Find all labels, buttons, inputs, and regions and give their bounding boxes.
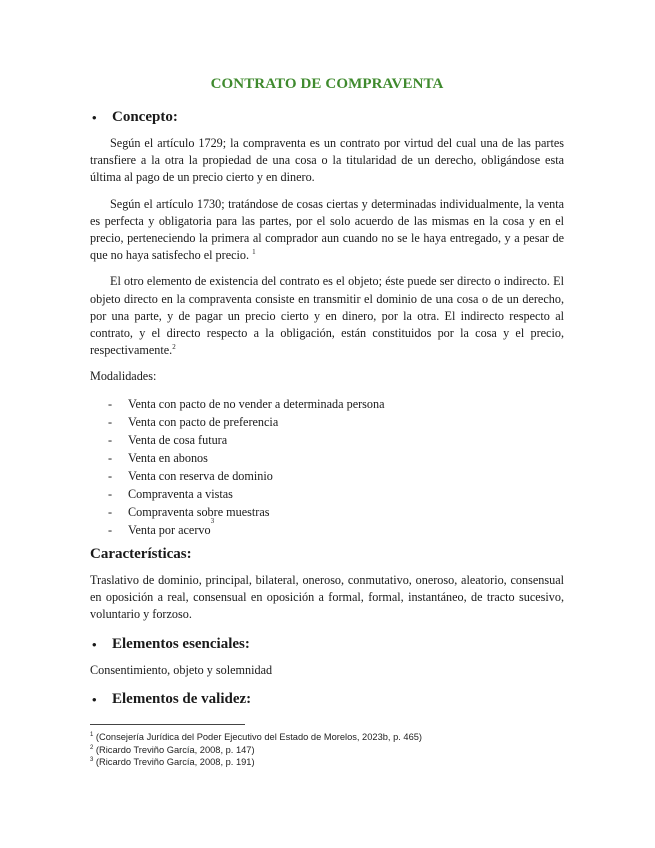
list-item: - Compraventa sobre muestras: [90, 503, 564, 521]
document-page: [90, 76, 564, 717]
concepto-paragraph-1: [90, 135, 564, 187]
bullet-icon: •: [92, 109, 97, 125]
footnote-divider: [90, 724, 245, 725]
list-item: - Venta por acervo 3: [90, 521, 564, 539]
dash-icon: -: [108, 486, 113, 501]
modalidades-label: Modalidades:: [90, 369, 157, 384]
dash-icon: -: [108, 468, 113, 483]
dash-icon: -: [108, 396, 113, 411]
esenciales-heading: [90, 636, 564, 653]
list-item: - Venta con pacto de no vender a determinada persona: [90, 395, 564, 413]
bullet-icon: •: [92, 691, 97, 707]
list-item: - Venta con reserva de dominio: [90, 467, 564, 485]
footnotes: [90, 724, 564, 769]
dash-icon: -: [108, 504, 113, 519]
concepto-paragraph-3: [90, 273, 564, 359]
document-title: CONTRATO DE COMPRAVENTA: [210, 76, 444, 92]
footnote-ref-1: 1: [252, 248, 256, 257]
dash-icon: -: [108, 522, 113, 537]
footnote-ref-2: 2: [172, 343, 176, 352]
list-item: - Compraventa a vistas: [90, 485, 564, 503]
concepto-paragraph-3-text: El otro elemento de existencia del contrato es el objeto; éste puede ser directo o indirecto. El objeto directo en la compraventa consiste en transmitir el dominio de una cosa o de un derecho, por una parte, y de pagar un precio cierto y en dinero, por la otra. El indirecto respecto al contrato, y el directo respecto a la obligación, están constituidos por la cosa y el precio, respectivamente.: [90, 274, 564, 358]
footnote-3: $^3$ (Ricardo Treviño García, 2008, p. 191): [90, 756, 255, 767]
caracteristicas-text: Traslativo de dominio, principal, bilateral, oneroso, conmutativo, oneroso, aleatorio, consensual en oposición a real, consensual en oposición a formal, formal, instantáneo, de tracto sucesivo, voluntario y forzoso.: [90, 572, 564, 622]
concepto-paragraph-2-text: Según el artículo 1730; tratándose de cosas ciertas y determinadas individualmente, la venta es perfecta y obligatoria para las partes, por el solo acuerdo de las mismas en la cosa y en el precio, perteneciendo la primera al comprador aun cuando no se le haya entregado, y a pesar de que no haya satisfecho el precio.: [90, 196, 564, 263]
dash-icon: -: [108, 414, 113, 429]
list-item: - Venta con pacto de preferencia: [90, 413, 564, 431]
footnote-1: $^1$ (Consejería Jurídica del Poder Ejecutivo del Estado de Morelos, 2023b, p. 465): [90, 731, 423, 742]
footnote-ref-3: 3: [210, 516, 215, 525]
validez-heading: [90, 691, 564, 708]
dash-icon: -: [108, 450, 113, 465]
concepto-heading-label: Concepto:: [112, 109, 178, 125]
concepto-paragraph-2: [90, 196, 564, 265]
list-item: - Venta de cosa futura: [90, 431, 564, 449]
footnote-2: $^2$ (Ricardo Treviño García, 2008, p. 147): [90, 744, 255, 755]
validez-heading-label: Elementos de validez:: [112, 691, 252, 708]
esenciales-text: Consentimiento, objeto y solemnidad: [90, 663, 273, 678]
modalidades-list: [90, 395, 564, 539]
concepto-paragraph-1-text: Según el artículo 1729; la compraventa es un contrato por virtud del cual una de las partes transfiere a la otra la propiedad de una cosa o la titularidad de un derecho, obligándose esta última al pago de un precio cierto y en dinero.: [90, 136, 564, 185]
list-item: - Venta en abonos: [90, 449, 564, 467]
caracteristicas-heading: Características:: [90, 545, 192, 562]
esenciales-heading-label: Elementos esenciales:: [112, 636, 250, 653]
concepto-heading: [90, 109, 564, 126]
dash-icon: -: [108, 432, 113, 447]
bullet-icon: •: [92, 636, 97, 652]
